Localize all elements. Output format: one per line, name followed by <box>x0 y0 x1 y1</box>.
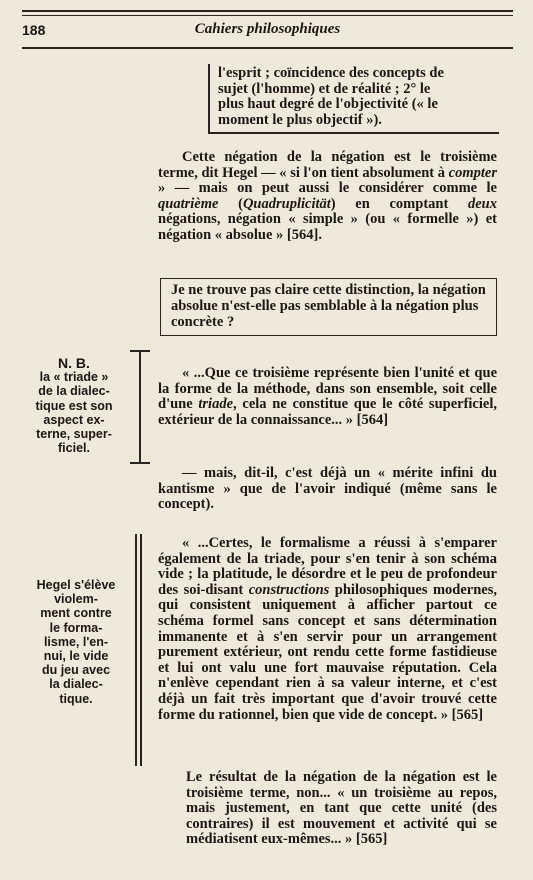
margin-note-hegel <box>24 578 128 706</box>
boxed-quotation-line: l'esprit ; coïncidence des concepts de <box>218 65 444 81</box>
margin-note-nb-line: de la dialec- <box>38 384 110 399</box>
margin-note-nb-line: terne, super- <box>36 427 112 442</box>
margin-double-bar <box>135 534 143 766</box>
boxed-quotation-line: plus haut degré de l'objectivité (« le <box>218 96 438 113</box>
page-header <box>22 20 513 44</box>
header-rule-bottom <box>22 47 513 49</box>
running-title: Cahiers philosophiques <box>194 21 341 37</box>
margin-note-nb-title: N. B. <box>58 355 90 371</box>
margin-bracket-ibeam <box>130 350 150 464</box>
lenin-note-text: Je ne trouve pas claire cette distinction, la négation absolue n'est-elle pas semblable à la négation plus concrète ? <box>171 282 486 330</box>
lenin-note-box <box>160 278 497 336</box>
paragraph-formalism-quote: « ...Certes, le formalisme a réussi à s'emparer également de la triade, pour s'en tenir à son schéma vide ; la platitude, le désordre et le peu de profondeur des soi-disant constructions philosophiques modernes, qui consistent uniquement à afficher partout ce schéma formel sans concept et sans détermination immanente et à s'en servir pour un arrangement purement extérieur, ont rendu cette forme fastidieuse et lui ont valu une fort mauvaise réputation. Cela n'enlève cependant rien à sa valeur interne, et c'est déjà un fait très important que d'avoir trouvé cette forme du rationnel, bien que vide de concept. » [565] <box>158 535 497 723</box>
page-number: 188 <box>22 22 46 38</box>
boxed-quotation-line: sujet (l'homme) et de réalité ; 2° le <box>218 80 431 97</box>
margin-note-hegel-line: ment contre <box>40 606 112 621</box>
paragraph-kantism: — mais, dit-il, c'est déjà un « mérite infini du kantisme » que de l'avoir indiqué (même sans le concept). <box>158 465 497 513</box>
margin-note-hegel-line: lisme, l'en- <box>43 634 109 649</box>
margin-note-hegel-line: nui, le vide <box>43 649 109 664</box>
paragraph-triade-quote: « ...Que ce troisième représente bien l'unité et que la forme de la méthode, dans son ensemble, soit celle d'une triade, cela ne constitue que le côté superficiel, extérieur de la connaissance... » [564] <box>158 365 497 428</box>
margin-note-hegel-line: la dialec- <box>49 677 103 692</box>
boxed-quotation <box>208 64 499 134</box>
margin-note-hegel-line: Hegel s'élève <box>36 578 116 592</box>
margin-note-nb-line: ficiel. <box>58 441 90 456</box>
margin-note-hegel-line: le forma- <box>49 620 103 635</box>
paragraph-negation-of-negation: Cette négation de la négation est le troisième terme, dit Hegel — « si l'on tient absolument à compter » — mais on peut aussi le considérer comme le quatrième (Quadruplicität) en comptant deux négations, négation « simple » (ou « formelle ») et négation « absolue » [564]. <box>158 149 497 243</box>
margin-note-hegel-line: tique. <box>59 691 93 706</box>
header-rule-top-thin <box>22 15 513 16</box>
paragraph-result: Le résultat de la négation de la négation est le troisième terme, non... « un troisième au repos, mais justement, en tant que cette unité (des contraires) il est mouvement et activité qui se médiatisent eux-mêmes... » [565] <box>186 769 497 848</box>
margin-note-nb-line: la « triade » <box>39 370 109 385</box>
margin-note-hegel-line: du jeu avec <box>41 663 111 678</box>
margin-note-hegel-line: violem- <box>54 592 98 607</box>
boxed-quotation-line: moment le plus objectif »). <box>218 111 382 128</box>
margin-note-nb <box>24 356 124 455</box>
header-rule-top <box>22 10 513 12</box>
margin-note-nb-line: aspect ex- <box>43 412 105 427</box>
margin-note-nb-line: tique est son <box>35 398 113 413</box>
